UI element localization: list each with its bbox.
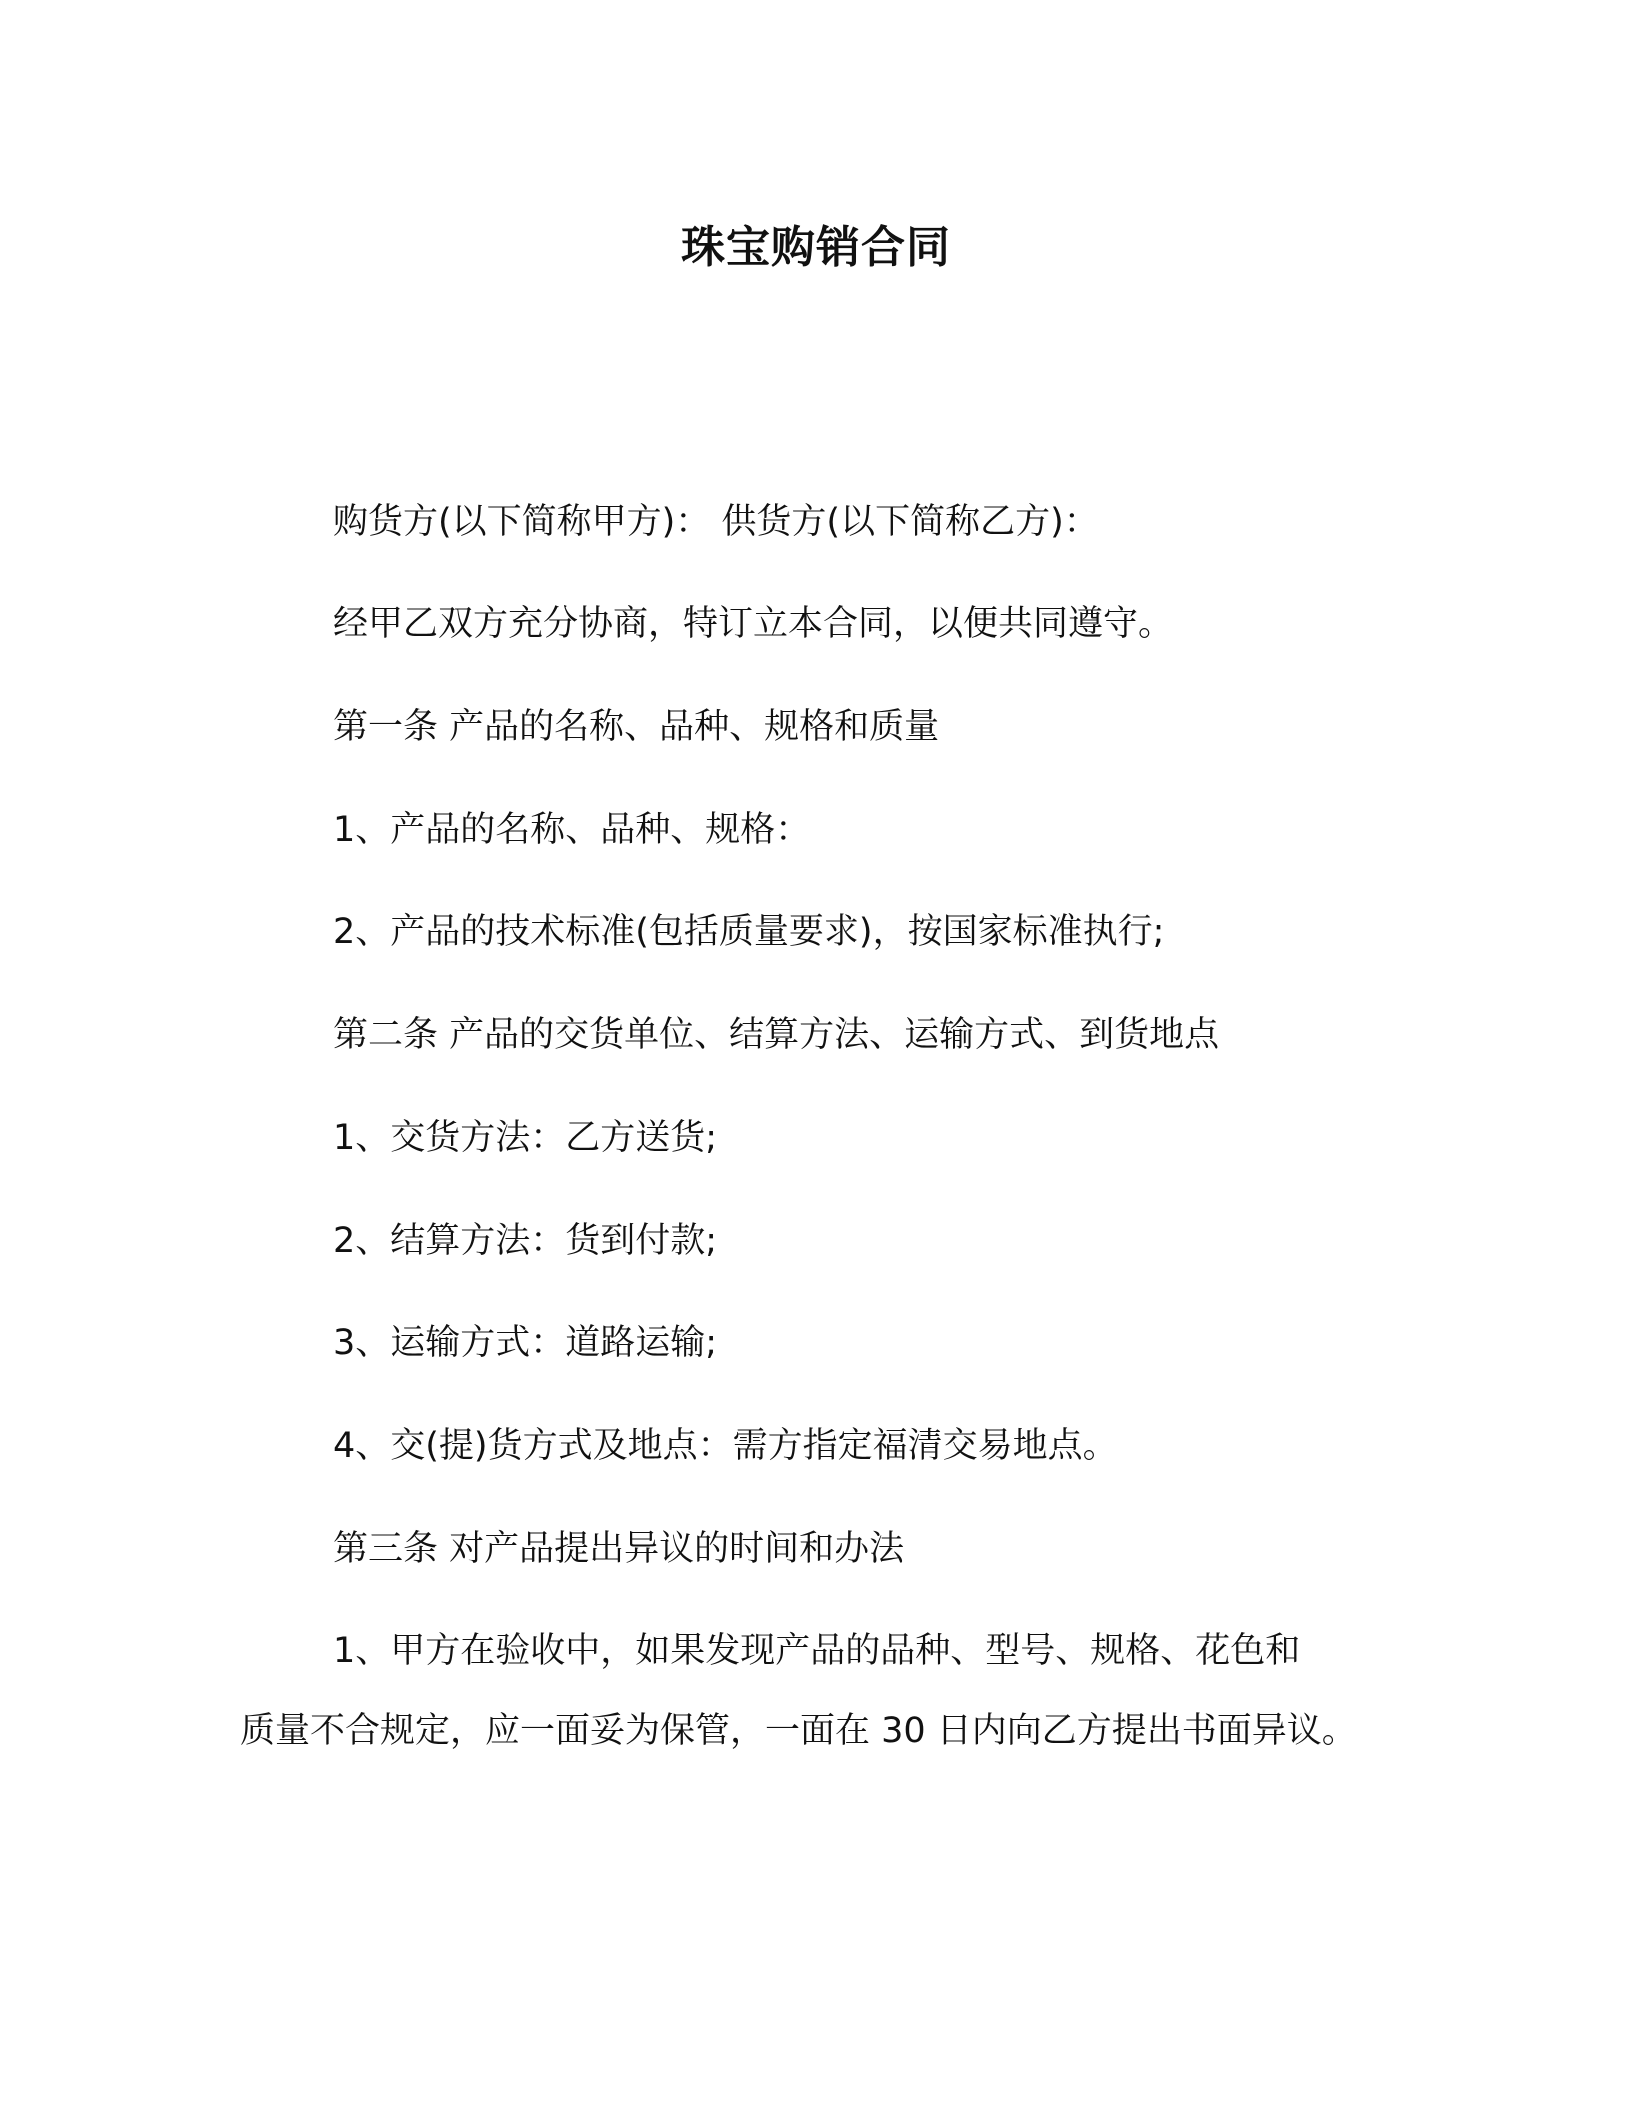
article-2-item-1: 1、交货方法：乙方送货; [333,1118,718,1158]
article-2-item-4: 4、交(提)货方式及地点：需方指定福清交易地点。 [333,1426,1118,1466]
article-3-item-1-line-2: 质量不合规定，应一面妥为保管，一面在 30 日内向乙方提出书面异议。 [240,1711,1357,1751]
agreement-intro: 经甲乙双方充分协商，特订立本合同，以便共同遵守。 [333,604,1174,644]
article-1-heading: 第一条 产品的名称、品种、规格和质量 [333,707,940,747]
article-2-item-2: 2、结算方法：货到付款; [333,1221,718,1261]
article-2-heading: 第二条 产品的交货单位、结算方法、运输方式、到货地点 [333,1015,1220,1055]
article-3-heading: 第三条 对产品提出异议的时间和办法 [333,1529,905,1569]
article-1-item-1: 1、产品的名称、品种、规格： [333,810,811,850]
document-title: 珠宝购销合同 [681,222,951,273]
article-2-item-3: 3、运输方式：道路运输; [333,1323,718,1363]
article-3-item-1-line-1: 1、甲方在验收中，如果发现产品的品种、型号、规格、花色和 [333,1631,1301,1671]
article-1-item-2: 2、产品的技术标准(包括质量要求)，按国家标准执行; [333,912,1165,952]
parties-line: 购货方(以下简称甲方)： 供货方(以下简称乙方)： [333,502,1099,542]
